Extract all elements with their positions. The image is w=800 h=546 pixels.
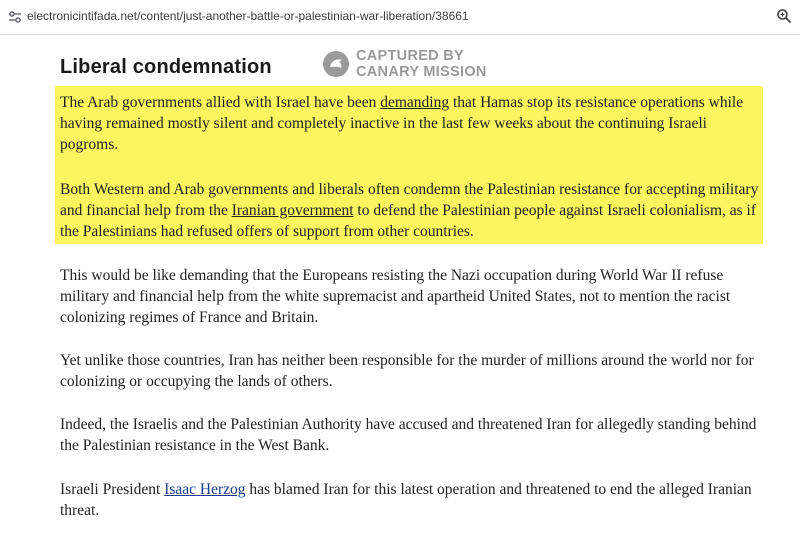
- zoom-icon[interactable]: [776, 8, 792, 24]
- demanding-link[interactable]: demanding: [380, 94, 450, 111]
- address-bar[interactable]: [0, 0, 800, 35]
- article-paragraph: [60, 479, 760, 521]
- paragraph-text: has blamed Iran for this latest operation and threatened to end the alleged Iranian threat.: [60, 481, 752, 519]
- paragraph-text: Israeli President: [60, 481, 165, 498]
- section-heading: Liberal condemnation: [60, 56, 272, 78]
- watermark-line-2: CANARY MISSION: [356, 64, 487, 80]
- canary-logo-icon: [322, 50, 350, 78]
- paragraph-text: Both Western and Arab governments and liberals often condemn the Palestinian resistance for accepting military and financial help from the: [60, 181, 759, 219]
- paragraph-text: to defend the Palestinian people against Israeli colonialism, as if the Palestinians had refused offers of support from other countries.: [60, 202, 757, 240]
- article-paragraph: [60, 179, 760, 242]
- site-info-icon[interactable]: [7, 10, 23, 24]
- article-paragraph: This would be like demanding that the Europeans resisting the Nazi occupation during World War II refuse military and financial help from the white supremacist and apartheid United States, not to mention the racist colonizing regimes of France and Britain.: [60, 267, 731, 326]
- article-paragraph: Indeed, the Israelis and the Palestinian Authority have accused and threatened Iran for allegedly standing behind the Palestinian resistance in the West Bank.: [60, 416, 757, 454]
- url-text[interactable]: electronicintifada.net/content/just-another-battle-or-palestinian-war-liberation/38661: [27, 9, 469, 23]
- paragraph-text: that Hamas stop its resistance operations while having remained mostly silent and completely inactive in the last few weeks about the continuing Israeli pogroms.: [60, 94, 744, 153]
- canary-mission-watermark: [322, 47, 487, 81]
- iranian-government-link[interactable]: Iranian government: [231, 202, 354, 219]
- article-paragraph: [60, 92, 760, 155]
- paragraph-text: The Arab governments allied with Israel have been: [60, 94, 381, 111]
- article-paragraph: Yet unlike those countries, Iran has neither been responsible for the murder of millions around the world nor for colonizing or occupying the lands of others.: [60, 352, 754, 390]
- isaac-herzog-link[interactable]: Isaac Herzog: [164, 481, 246, 498]
- watermark-line-1: CAPTURED BY: [356, 48, 465, 64]
